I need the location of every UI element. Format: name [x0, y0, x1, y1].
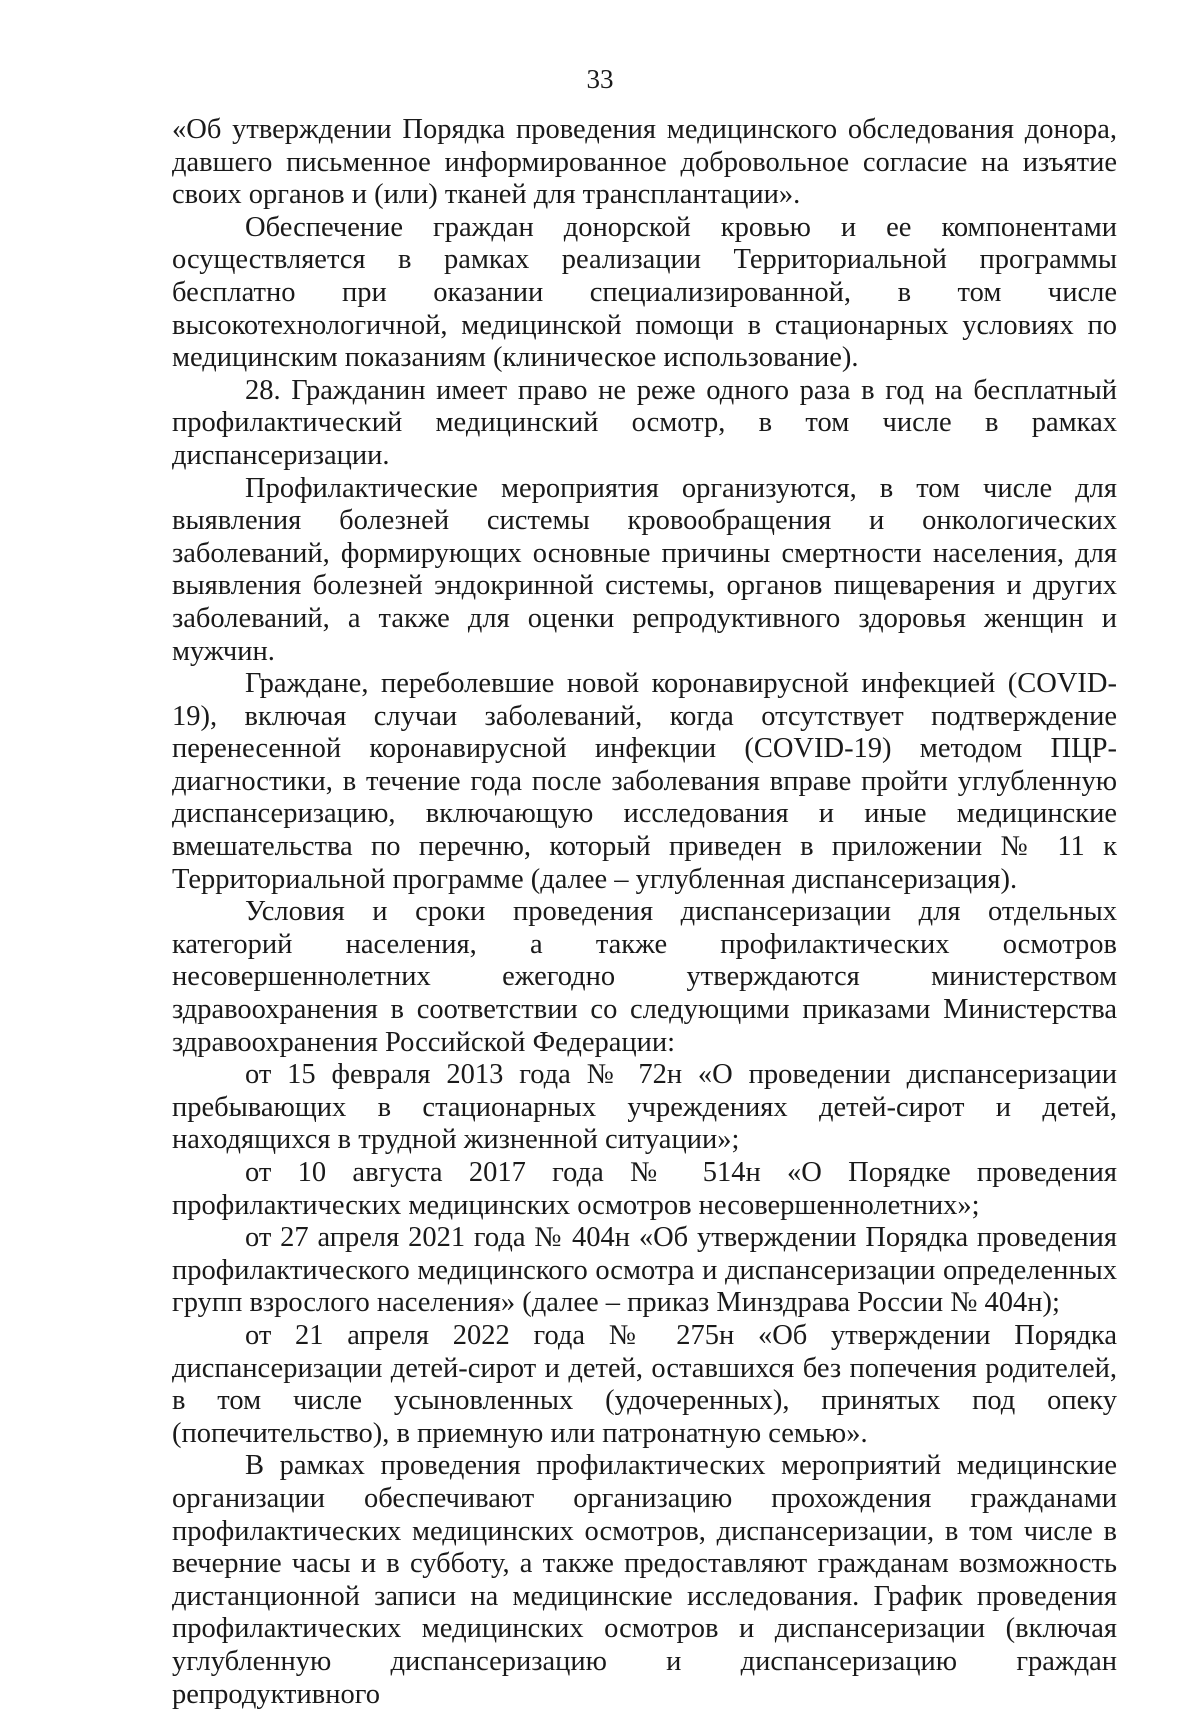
- paragraph-preventive-measures: Профилактические мероприятия организуются, в том числе для выявления болезней системы кровообращения и онкологических заболеваний, формирующих основные причины смертности населения, для выявления болезней эндокринной системы, органов пищеварения и других заболеваний, а также для оценки репродуктивного здоровья женщин и мужчин.: [172, 472, 1117, 667]
- paragraph-covid-dispensary: Граждане, переболевшие новой коронавирусной инфекцией (COVID-19), включая случаи заболеваний, когда отсутствует подтверждение перенесенной коронавирусной инфекции (COVID-19) методом ПЦР-диагностики, в течение года после заболевания вправе пройти углубленную диспансеризацию, включающую исследования и иные медицинские вмешательства по перечню, который приведен в приложении № 11 к Территориальной программе (далее – углубленная диспансеризация).: [172, 668, 1117, 895]
- paragraph-order-72n: от 15 февраля 2013 года № 72н «О проведении диспансеризации пребывающих в стационарных учреждениях детей-сирот и детей, находящихся в трудной жизненной ситуации»;: [172, 1059, 1117, 1156]
- page-number: 33: [586, 64, 614, 94]
- document-body: [172, 114, 1117, 1711]
- paragraph-blood-supply: Обеспечение граждан донорской кровью и ее компонентами осуществляется в рамках реализации Территориальной программы бесплатно при оказании специализированной, в том числе высокотехнологичной, медицинской помощи в стационарных условиях по медицинским показаниям (клиническое использование).: [172, 211, 1117, 374]
- paragraph-order-275n: от 21 апреля 2022 года № 275н «Об утверждении Порядка диспансеризации детей-сирот и детей, оставшихся без попечения родителей, в том числе усыновленных (удочеренных), принятых под опеку (попечительство), в приемную или патронатную семью».: [172, 1319, 1117, 1449]
- paragraph-medical-organizations: В рамках проведения профилактических мероприятий медицинские организации обеспечивают организацию прохождения гражданами профилактических медицинских осмотров, диспансеризации, в том числе в вечерние часы и в субботу, а также предоставляют гражданам возможность дистанционной записи на медицинские исследования. График проведения профилактических медицинских осмотров и диспансеризации (включая углубленную диспансеризацию и диспансеризацию граждан репродуктивного: [172, 1450, 1117, 1710]
- paragraph-order-514n: от 10 августа 2017 года № 514н «О Порядке проведения профилактических медицинских осмотров несовершеннолетних»;: [172, 1157, 1117, 1221]
- paragraph-item-28: 28. Гражданин имеет право не реже одного раза в год на бесплатный профилактический медицинский осмотр, в том числе в рамках диспансеризации.: [172, 374, 1117, 471]
- paragraph-donor-order: «Об утверждении Порядка проведения медицинского обследования донора, давшего письменное информированное добровольное согласие на изъятие своих органов и (или) тканей для трансплантации».: [172, 114, 1117, 211]
- paragraph-conditions-terms: Условия и сроки проведения диспансеризации для отдельных категорий населения, а также профилактических осмотров несовершеннолетних ежегодно утверждаются министерством здравоохранения в соответствии со следующими приказами Министерства здравоохранения Российской Федерации:: [172, 896, 1117, 1058]
- paragraph-order-404n: от 27 апреля 2021 года № 404н «Об утверждении Порядка проведения профилактического медицинского осмотра и диспансеризации определенных групп взрослого населения» (далее – приказ Минздрава России № 404н);: [172, 1222, 1117, 1319]
